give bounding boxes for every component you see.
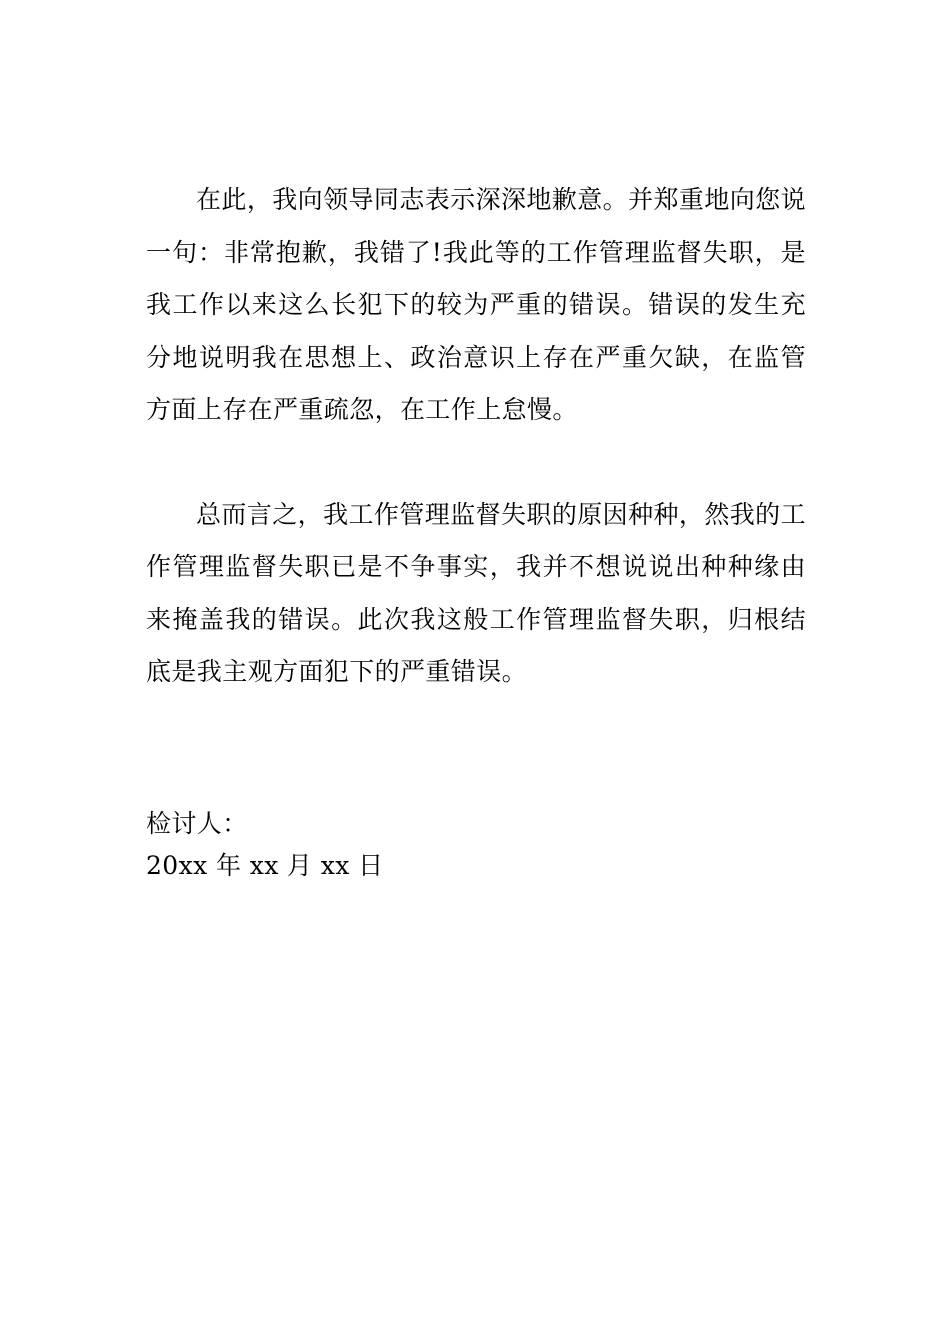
paragraph-apology: 在此，我向领导同志表示深深地歉意。并郑重地向您说一句：非常抱歉，我错了!我此等的工作管理监督失职，是我工作以来这么长犯下的较为严重的错误。错误的发生充分地说明我在思想上、政治意识上存在严重欠缺，在监管方面上存在严重疏忽，在工作上怠慢。 — [146, 185, 806, 424]
signer-label: 检讨人： — [146, 808, 248, 838]
paragraph-summary: 总而言之，我工作管理监督失职的原因种种，然我的工作管理监督失职已是不争事实，我并不想说说出种种缘由来掩盖我的错误。此次我这般工作管理监督失职，归根结底是我主观方面犯下的严重错误。 — [146, 499, 806, 686]
signature-date: 20xx 年 xx 月 xx 日 — [146, 850, 384, 880]
document-body — [146, 174, 806, 887]
